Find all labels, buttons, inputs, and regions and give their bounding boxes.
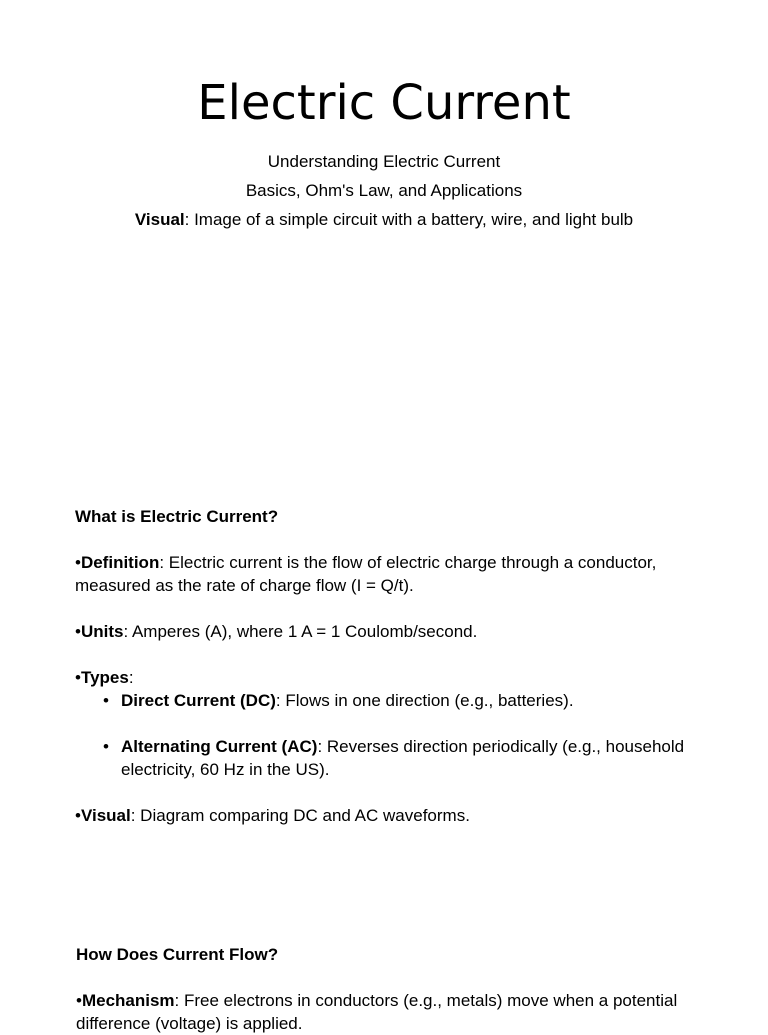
subtitle-visual-text: : Image of a simple circuit with a battery, wire, and light bulb (184, 210, 634, 229)
section-heading: How Does Current Flow? (76, 945, 279, 964)
visual-bullet (75, 804, 695, 827)
subtitle-line-1: Understanding Electric Current (267, 152, 501, 171)
dc-text: : Flows in one direction (e.g., batteries). (275, 691, 574, 710)
list-item-ac (103, 735, 695, 781)
types-text: : (128, 668, 134, 687)
types-bullet (75, 666, 695, 781)
bullet-marker: • (76, 991, 82, 1010)
units-bullet (75, 620, 695, 643)
definition-text: : Electric current is the flow of electric charge through a conductor, measured as the rate of charge flow (I = Q/t). (75, 553, 657, 595)
visual-text: : Diagram comparing DC and AC waveforms. (130, 806, 470, 825)
bullet-marker: • (103, 691, 109, 710)
dc-label: Direct Current (DC) (121, 691, 276, 710)
section-heading: What is Electric Current? (75, 507, 279, 526)
bullet-marker: • (75, 806, 81, 825)
types-sub-list (75, 689, 695, 781)
subtitle-visual-line (0, 209, 768, 231)
page-title: Electric Current (197, 75, 571, 131)
ac-text: : Reverses direction periodically (e.g., household electricity, 60 Hz in the US). (121, 737, 685, 779)
subtitle-line-2: Basics, Ohm's Law, and Applications (245, 181, 523, 200)
bullet-marker: • (75, 622, 81, 641)
mechanism-label: Mechanism (81, 991, 175, 1010)
definition-bullet (75, 551, 695, 597)
types-label: Types (80, 668, 129, 687)
bullet-marker: • (103, 737, 109, 756)
section-what-is-current (75, 505, 695, 827)
subtitle-visual-label: Visual (134, 210, 185, 229)
units-label: Units (80, 622, 124, 641)
definition-label: Definition (80, 553, 160, 572)
section-how-current-flows (76, 943, 696, 1035)
visual-label: Visual (80, 806, 131, 825)
units-text: : Amperes (A), where 1 A = 1 Coulomb/second. (123, 622, 478, 641)
list-item-dc (103, 689, 695, 712)
bullet-marker: • (75, 668, 81, 687)
mechanism-text: : Free electrons in conductors (e.g., metals) move when a potential difference (voltage) is applied. (76, 991, 678, 1033)
mechanism-bullet (76, 989, 696, 1035)
ac-label: Alternating Current (AC) (121, 737, 318, 756)
bullet-marker: • (75, 553, 81, 572)
